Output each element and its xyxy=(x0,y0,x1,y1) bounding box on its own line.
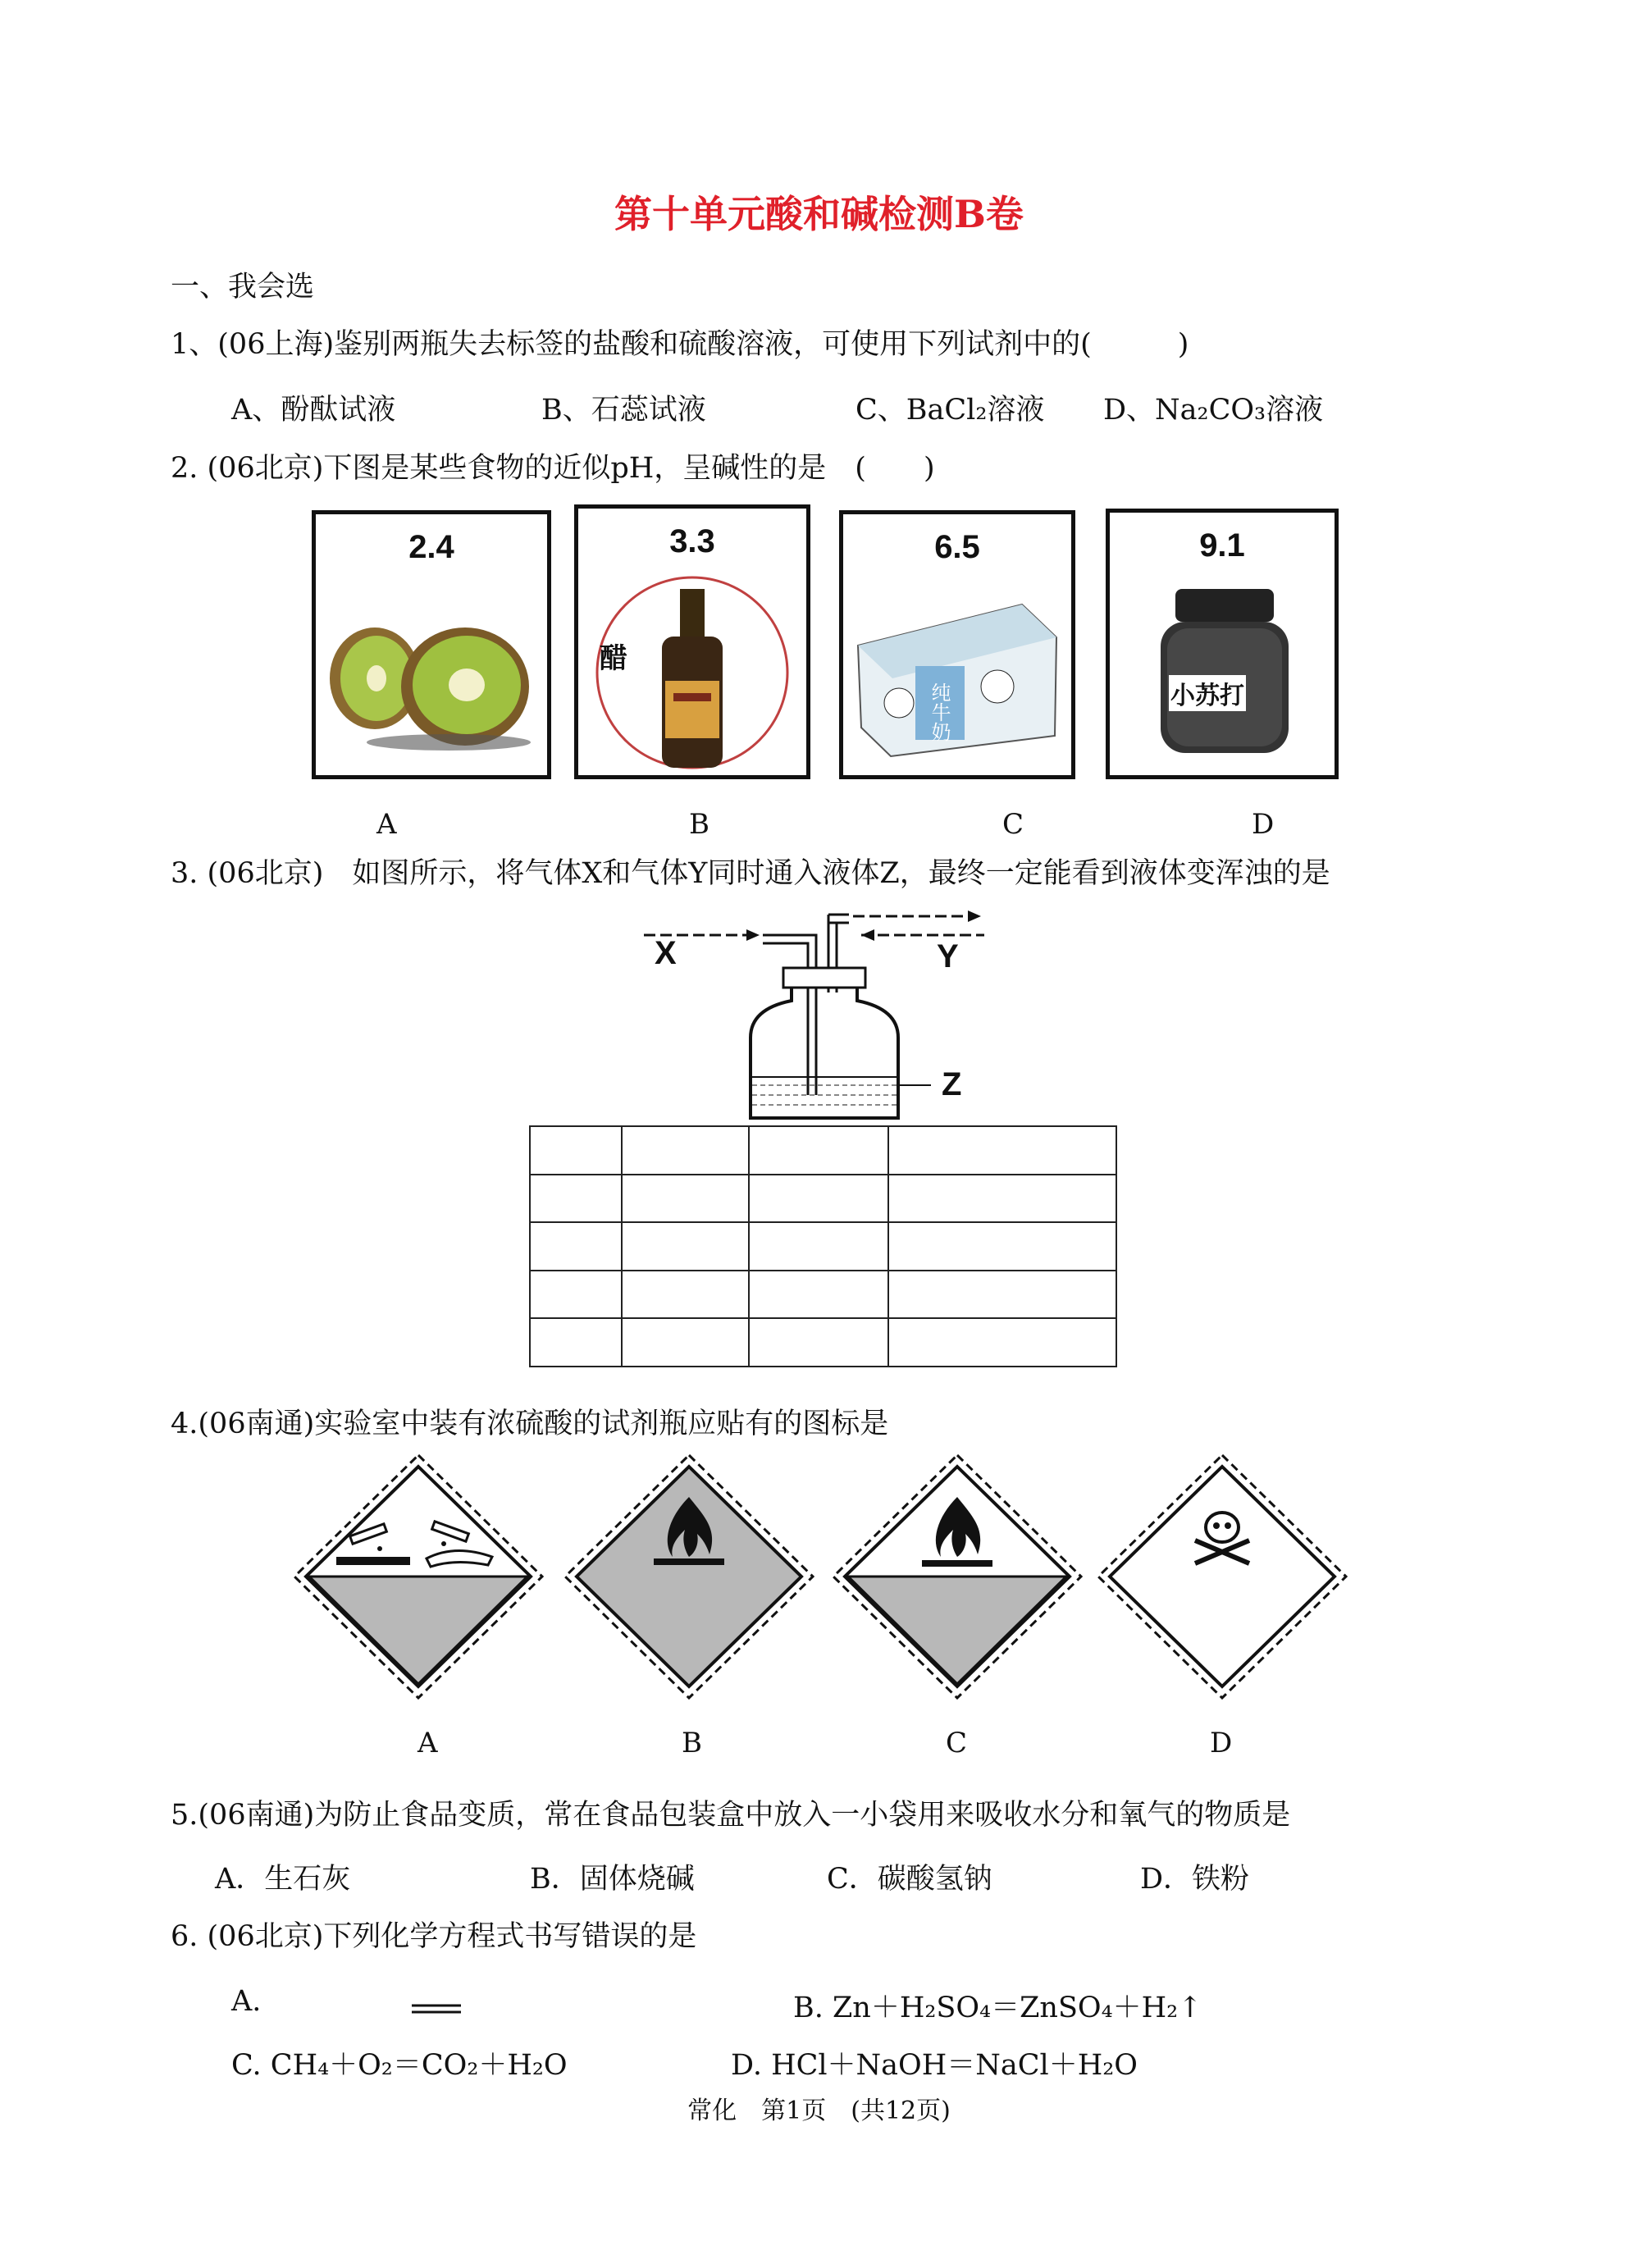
q1-option-c: C、BaCl₂溶液 xyxy=(856,394,1045,427)
gas-x-label: X xyxy=(655,935,677,971)
choice-label-c: C xyxy=(1002,808,1024,841)
food-card-vinegar xyxy=(574,504,810,779)
ph-value: 9.1 xyxy=(1199,527,1245,564)
equals-sign-icon xyxy=(410,2001,463,2018)
jar-icon xyxy=(1151,582,1298,763)
table-row xyxy=(530,1318,1116,1367)
sign-label-c: C xyxy=(946,1727,968,1759)
q1-option-a: A、酚酞试液 xyxy=(231,394,396,427)
page-title: 第十单元酸和碱检测B卷 xyxy=(614,192,1024,236)
sign-label-a: A xyxy=(417,1727,438,1759)
q1-option-d: D、Na₂CO₃溶液 xyxy=(1103,394,1324,427)
corrosive-sign-icon xyxy=(291,1452,545,1702)
q5-option-b: B．固体烧碱 xyxy=(530,1863,695,1896)
page-footer: 常化 第1页 (共12页) xyxy=(687,2097,951,2125)
milk-label: 纯牛奶 xyxy=(928,682,951,742)
question-4-stem: 4.(06南通)实验室中装有浓硫酸的试剂瓶应贴有的图标是 xyxy=(171,1408,889,1440)
gas-y-label: Y xyxy=(937,938,959,974)
food-card-baking-soda xyxy=(1106,509,1339,779)
section-heading: 一、我会选 xyxy=(171,271,315,303)
baking-soda-label: 小苏打 xyxy=(1169,675,1246,711)
kiwi-icon xyxy=(326,588,537,752)
food-card-kiwi xyxy=(312,510,551,779)
ph-value: 6.5 xyxy=(934,529,980,565)
sign-label-d: D xyxy=(1210,1727,1233,1759)
question-1-stem: 1、(06上海)鉴别两瓶失去标签的盐酸和硫酸溶液，可使用下列试剂中的( ) xyxy=(171,328,1189,361)
ph-value: 2.4 xyxy=(408,529,454,565)
question-2-stem: 2. (06北京)下图是某些食物的近似pH，呈碱性的是 ( ) xyxy=(171,452,935,485)
question-3-stem: 3. (06北京) 如图所示，将气体X和气体Y同时通入液体Z，最终一定能看到液体变浑浊的是 xyxy=(171,857,1330,890)
flammable-sign-icon xyxy=(562,1452,816,1702)
ph-value: 3.3 xyxy=(669,523,715,559)
q5-option-d: D．铁粉 xyxy=(1140,1863,1250,1896)
choice-label-a: A xyxy=(376,808,397,841)
answer-table xyxy=(529,1125,1117,1367)
choice-label-d: D xyxy=(1252,808,1275,841)
q6-option-a: A. xyxy=(231,1985,262,2018)
vinegar-label: 醋 xyxy=(600,642,627,675)
flammable-solid-sign-icon xyxy=(830,1452,1084,1702)
q5-option-a: A．生石灰 xyxy=(215,1863,351,1896)
q5-option-c: C．碳酸氢钠 xyxy=(827,1863,992,1896)
toxic-sign-icon xyxy=(1095,1452,1349,1702)
question-5-stem: 5.(06南通)为防止食品变质，常在食品包装盒中放入一小袋用来吸收水分和氧气的物质是 xyxy=(171,1799,1291,1832)
q6-option-d: D. HCl＋NaOH＝NaCl＋H₂O xyxy=(731,2049,1138,2082)
q1-option-b: B、石蕊试液 xyxy=(541,394,706,427)
food-card-milk xyxy=(839,510,1075,779)
q6-option-c: C. CH₄＋O₂＝CO₂＋H₂O xyxy=(231,2049,568,2082)
table-row xyxy=(530,1222,1116,1271)
question-6-stem: 6. (06北京)下列化学方程式书写错误的是 xyxy=(171,1920,697,1953)
q6-option-b: B. Zn＋H₂SO₄＝ZnSO₄＋H₂↑ xyxy=(793,1992,1202,2024)
table-row xyxy=(530,1271,1116,1319)
milk-box-icon xyxy=(850,588,1065,760)
liquid-z-label: Z xyxy=(942,1066,962,1102)
table-row xyxy=(530,1175,1116,1223)
table-row xyxy=(530,1126,1116,1175)
sign-label-b: B xyxy=(682,1727,702,1759)
choice-label-b: B xyxy=(689,808,709,841)
